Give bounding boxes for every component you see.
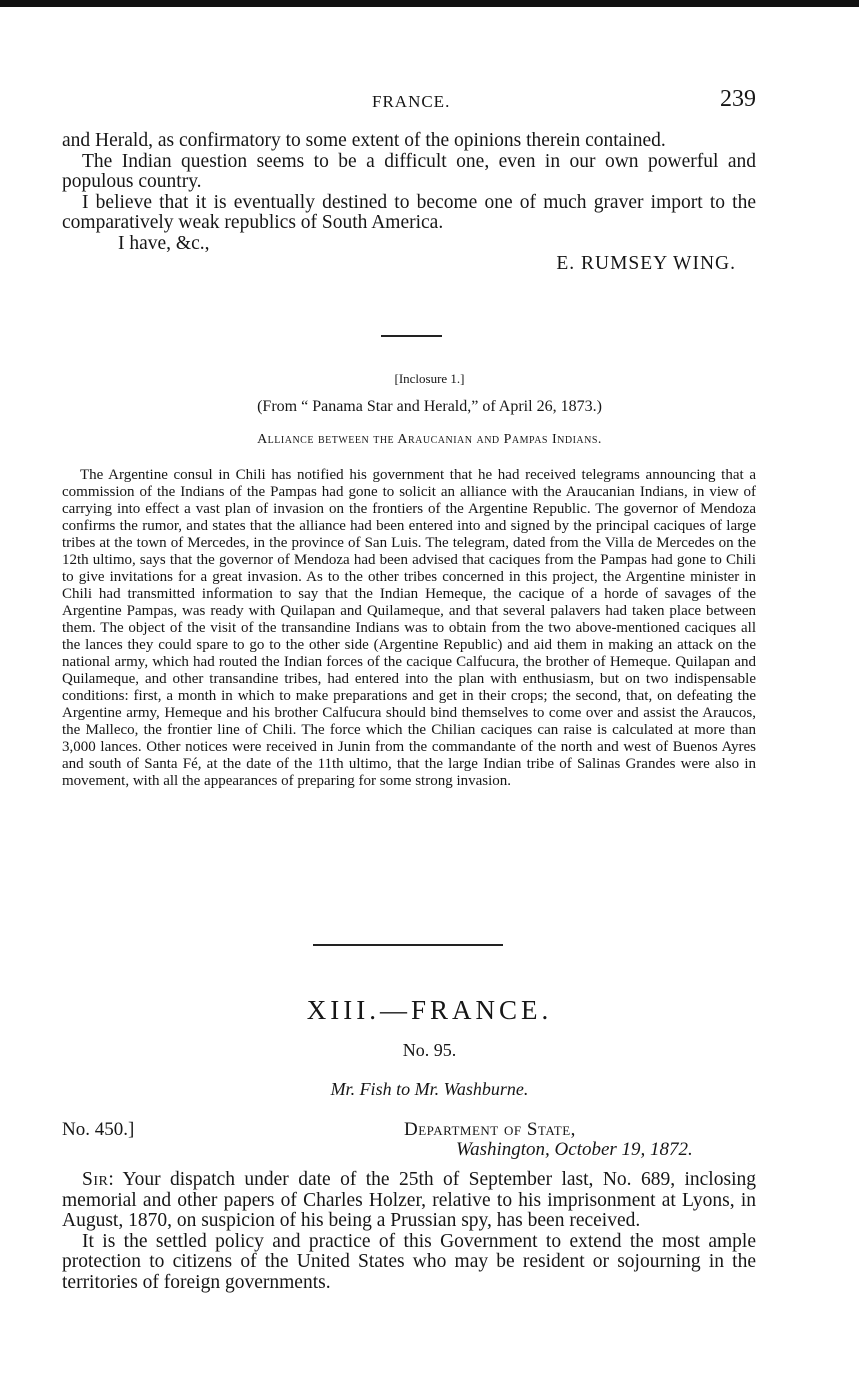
inclosure-label: [Inclosure 1.] <box>394 371 465 386</box>
closing-formula: I have, &c., <box>118 232 210 254</box>
page-number: 239 <box>720 86 756 112</box>
inclosure-source: (From “ Panama Star and Herald,” of April 26, 1873.) <box>257 398 602 415</box>
section-rule <box>313 944 503 946</box>
inclosure-body <box>62 467 756 790</box>
running-head: FRANCE. <box>372 92 451 111</box>
document-number: No. 95. <box>402 1040 457 1060</box>
section-heading: XIII.—FRANCE. <box>306 995 553 1025</box>
letter-body <box>62 1170 756 1293</box>
top-border <box>0 0 859 7</box>
correspondents-line: Mr. Fish to Mr. Washburne. <box>330 1079 529 1099</box>
signature: E. RUMSEY WING. <box>556 253 736 274</box>
paragraph-policy: It is the settled policy and practice of this Government to extend the most ample protection to citizens of the United States who may be resident or sojourning in the territories of foreign governments. <box>62 1230 756 1293</box>
inclosure-paragraph: The Argentine consul in Chili has notified his government that he had received telegrams announcing that a commission of the Indians of the Pampas had gone to solicit an alliance with the Araucanian Indians, in view of carrying into effect a vast plan of invasion on the frontiers of the Argentine Republic. The governor of Mendoza confirms the rumor, and states that the alliance had been entered into and signed by the principal caciques of large tribes at the town of Mercedes, in the province of San Luis. The telegram, dated from the Villa de Mercedes on the 12th ultimo, says that the governor of Mendoza had been advised that caciques from the Pampas had gone to Chili to give invitations for a great invasion. As to the other tribes concerned in this project, the Argentine minister in Chili had transmitted information to say that the Indian Hemeque, the cacique of a horde of savages of the Argentine Pampas, was ready with Quilapan and Quilameque, and that several palavers had taken place between them. The object of the visit of the transandine Indians was to obtain from the two above-mentioned caciques all the lances they could spare to go to the other side (Argentine Republic) and aid them in making an attack on the national army, which had routed the Indian forces of the cacique Calfucura, the brother of Hemeque. Quilapan and Quilameque, and other transandine tribes, had entered into the plan with enthusiasm, but on two indispensable conditions: first, a month in which to make preparations and get in their crops; the second, that, on defeating the Argentine army, Hemeque and his brother Calfucura should bind themselves to come over and assist the Araucos, the Malleco, the frontier line of Chili. The force which the Chilian caciques can raise is calculated at more than 3,000 lances. Other notices were received in Junin from the commandante of the north and west of Buenos Ayres and south of Santa Fé, at the date of the 11th ultimo, that the large Indian tribe of Salinas Grandes were also in movement, with all the appearances of preparing for some strong invasion. <box>62 467 756 789</box>
inclosure-title: Alliance between the Araucanian and Pampas Indians. <box>257 432 602 447</box>
separator-rule <box>381 335 442 337</box>
salutation: Sir <box>82 1169 109 1190</box>
paragraph-2: The Indian question seems to be a difficult one, even in our own powerful and populous country. <box>62 150 756 192</box>
letter-conclusion <box>62 131 756 275</box>
paragraph-sir <box>62 1170 756 1232</box>
department-name: Department of State, <box>404 1119 576 1140</box>
dispatch-number: No. 450.] <box>62 1119 135 1140</box>
paragraph-1: and Herald, as confirmatory to some extent of the opinions therein contained. <box>62 130 666 151</box>
page-header <box>0 86 859 116</box>
place-and-date: Washington, October 19, 1872. <box>456 1139 693 1160</box>
paragraph-sir-text: : Your dispatch under date of the 25th of September last, No. 689, inclosing memorial and other papers of Charles Holzer, relative to his imprisonment at Lyons, in August, 1870, on suspicion of his being a Prussian spy, has been received. <box>62 1169 756 1231</box>
paragraph-3: I believe that it is eventually destined to become one of much graver import to the comparatively weak republics of South America. <box>62 191 756 233</box>
